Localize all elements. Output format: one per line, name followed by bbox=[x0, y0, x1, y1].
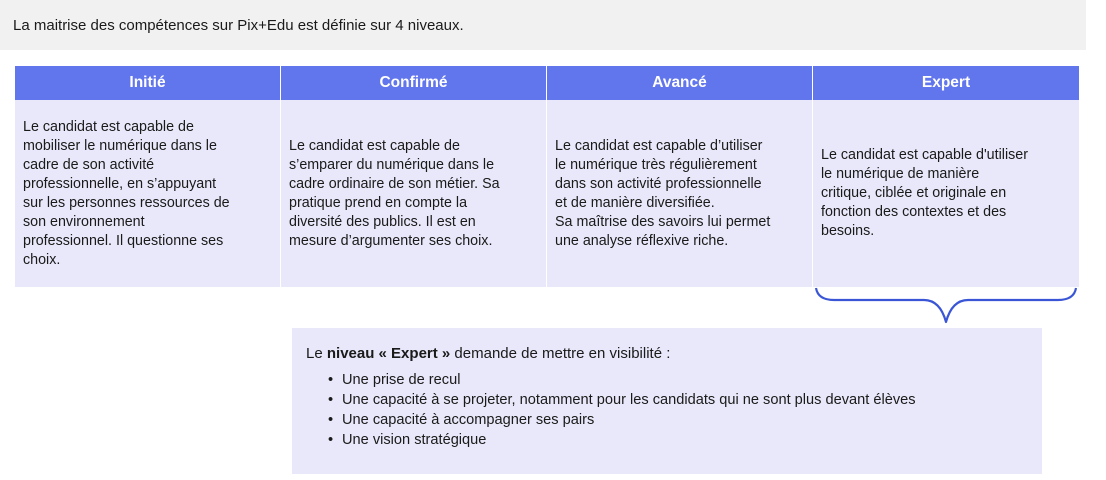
expert-box-title bbox=[306, 344, 1042, 364]
level-column-expert bbox=[813, 66, 1079, 287]
levels-table bbox=[15, 66, 1079, 287]
level-description bbox=[547, 100, 813, 287]
level-column-confirme bbox=[281, 66, 547, 287]
level-description bbox=[281, 100, 547, 287]
level-description-text: Le candidat est capable de mobiliser le numérique dans le cadre de son activité professionnelle, en s’appuyant sur les personnes ressources de son environnement professionnel. Il questionne ses choix. bbox=[23, 118, 230, 268]
level-column-initie bbox=[15, 66, 281, 287]
level-header: Initié bbox=[15, 66, 281, 100]
level-description bbox=[813, 100, 1079, 287]
level-header: Avancé bbox=[547, 66, 813, 100]
expert-requirements-list bbox=[306, 370, 1042, 450]
list-item: • Une vision stratégique bbox=[328, 430, 1042, 450]
intro-text: La maitrise des compétences sur Pix+Edu est définie sur 4 niveaux. bbox=[13, 17, 464, 34]
title-suffix: demande de mettre en visibilité : bbox=[450, 345, 671, 362]
level-description-text: Le candidat est capable de s’emparer du numérique dans le cadre ordinaire de son métier. Sa pratique prend en compte la diversité des publics. Il est en mesure d’argumenter ses choix. bbox=[289, 137, 500, 249]
list-item: • Une capacité à se projeter, notamment pour les candidats qui ne sont plus devant élèves bbox=[328, 390, 1042, 410]
level-description-text: Le candidat est capable d’utiliser le numérique très régulièrement dans son activité professionnelle et de manière diversifiée. Sa maîtrise des savoirs lui permet une analyse réflexive riche. bbox=[555, 137, 771, 249]
level-header: Confirmé bbox=[281, 66, 547, 100]
level-column-avance bbox=[547, 66, 813, 287]
list-item: • Une prise de recul bbox=[328, 370, 1042, 390]
level-description-text: Le candidat est capable d'utiliser le numérique de manière critique, ciblée et originale en fonction des contextes et des besoins. bbox=[821, 147, 1028, 239]
curly-brace-icon bbox=[812, 286, 1080, 326]
title-bold: niveau « Expert » bbox=[326, 345, 451, 362]
level-description bbox=[15, 100, 281, 287]
page-margin bbox=[1086, 0, 1106, 480]
title-prefix: Le bbox=[306, 345, 327, 362]
list-item: • Une capacité à accompagner ses pairs bbox=[328, 410, 1042, 430]
slide-image bbox=[0, 50, 1086, 480]
level-header: Expert bbox=[813, 66, 1079, 100]
expert-requirements-box bbox=[292, 328, 1042, 474]
